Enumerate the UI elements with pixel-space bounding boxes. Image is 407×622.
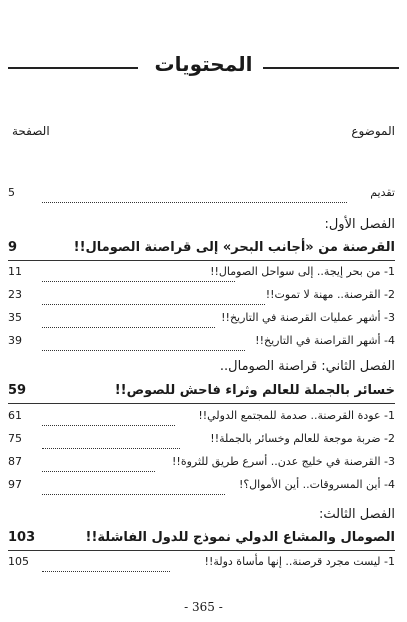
entry-label: تقديم [370, 186, 395, 199]
entry-label: 1- ليست مجرد قرصنة.. إنها مأساة دولة!! [204, 555, 395, 568]
page-column-label: الصفحة [12, 124, 50, 138]
toc-entry [8, 308, 395, 328]
entry-label: 1- من بحر إيجة.. إلى سواحل الصومال!! [210, 265, 395, 278]
entry-page: 23 [8, 288, 22, 301]
dot-leader [42, 475, 225, 495]
toc-header [8, 52, 399, 82]
dot-leader [42, 308, 215, 328]
entry-page: 61 [8, 409, 22, 422]
entry-label: 2- ضربة موجعة للعالم وخسائر بالجملة!! [210, 432, 395, 445]
chapter-title-row [8, 381, 395, 401]
toc-entry [8, 429, 395, 449]
header-rule-right [263, 67, 399, 69]
dot-leader [42, 552, 170, 572]
chapter-divider [8, 403, 395, 404]
chapter-label: الفصل الثالث: [319, 507, 395, 522]
chapter-label: الفصل الأول: [324, 217, 395, 232]
chapter-title: الصومال والمشاع الدولي نموذج للدول الفاشلة!! [85, 530, 395, 545]
entry-page: 105 [8, 555, 29, 568]
entry-page: 97 [8, 478, 22, 491]
chapter-page: 9 [8, 240, 18, 255]
entry-page: 87 [8, 455, 22, 468]
dot-leader [42, 183, 347, 203]
toc-entry [8, 552, 395, 572]
chapter-page: 103 [8, 530, 36, 545]
toc-entry [8, 331, 395, 351]
toc-entry-intro [8, 183, 395, 203]
chapter-title: القرصنة من «أجانب البحر» إلى قراصنة الصومال!! [73, 240, 395, 255]
dot-leader [42, 452, 155, 472]
chapter-label: الفصل الثاني: قراصنة الصومال.. [219, 359, 395, 374]
entry-label: 3- أشهر عمليات القرصنة في التاريخ!! [221, 311, 395, 324]
chapter-page: 59 [8, 383, 27, 398]
entry-label: 4- أين المسروقات.. أين الأموال؟! [238, 478, 395, 491]
toc-entry [8, 475, 395, 495]
toc-entry [8, 262, 395, 282]
topic-column-label: الموضوع [351, 124, 395, 138]
column-headings [12, 124, 395, 146]
entry-label: 4- أشهر القراصنة في التاريخ!! [255, 334, 395, 347]
entry-page: 39 [8, 334, 22, 347]
dot-leader [42, 406, 175, 426]
entry-label: 1- عودة القرصنة.. صدمة للمجتمع الدولي!! [198, 409, 395, 422]
chapter-divider [8, 260, 395, 261]
entry-label: 2- القرصنة.. مهنة لا تموت!! [265, 288, 395, 301]
dot-leader [42, 429, 180, 449]
entry-page: 75 [8, 432, 22, 445]
entry-page: 11 [8, 265, 22, 278]
toc-entry [8, 285, 395, 305]
toc-entry [8, 452, 395, 472]
chapter-divider [8, 550, 395, 551]
dot-leader [42, 331, 245, 351]
entry-label: 3- القرصنة في خليج عدن.. أسرع طريق للثروة!! [172, 455, 395, 468]
page-title: المحتويات [154, 52, 253, 76]
dot-leader [42, 285, 265, 305]
page-number: - 365 - [184, 600, 223, 614]
chapter-title: خسائر بالجملة للعالم وثراء فاحش للصوص!! [114, 383, 395, 398]
chapter-title-row [8, 528, 395, 548]
entry-page: 35 [8, 311, 22, 324]
dot-leader [42, 262, 235, 282]
chapter-title-row [8, 238, 395, 258]
toc-entry [8, 406, 395, 426]
entry-page: 5 [8, 186, 15, 199]
